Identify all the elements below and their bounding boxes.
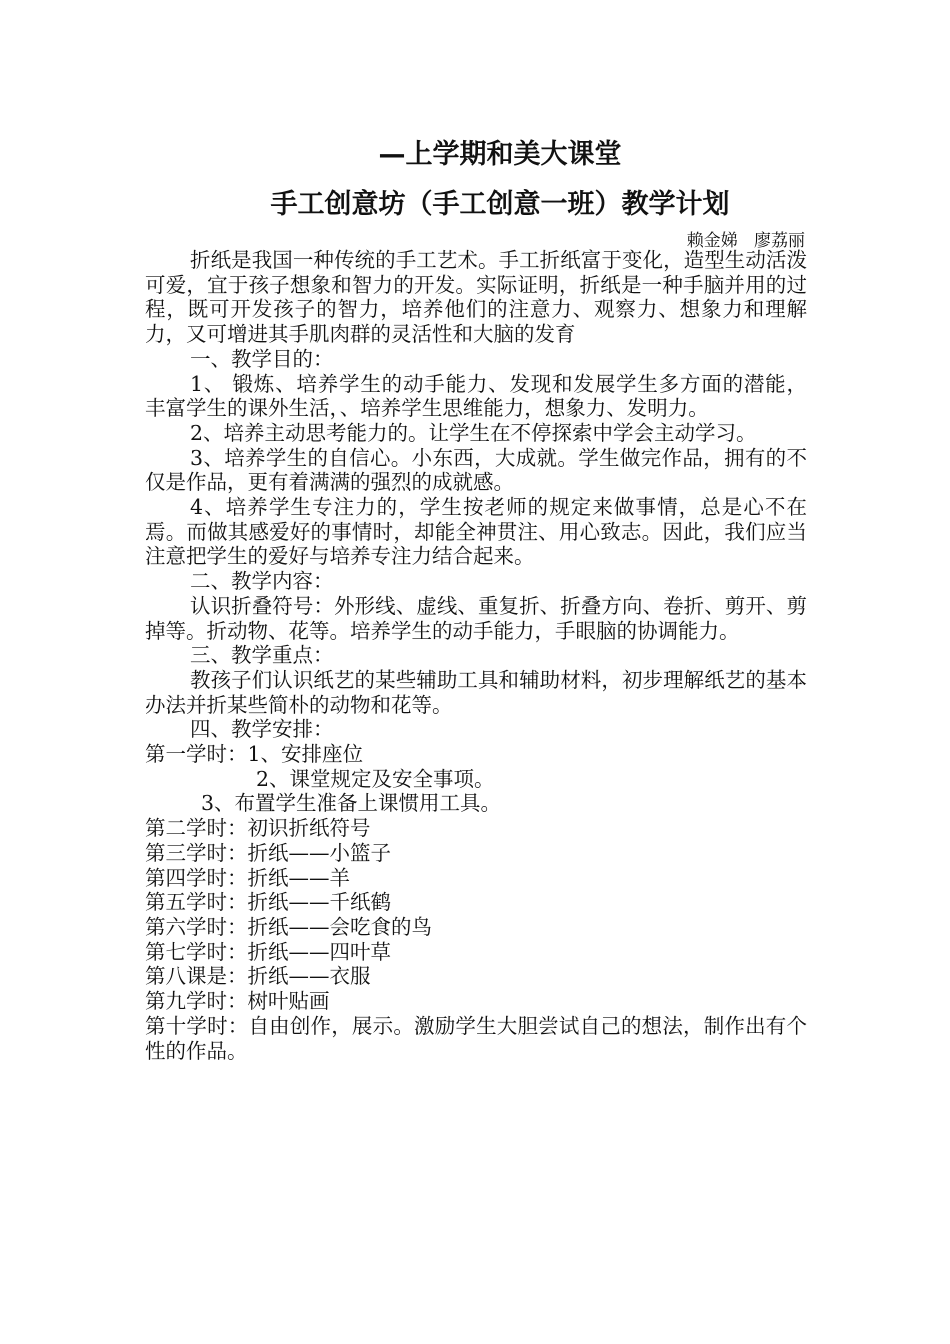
section-heading-goals: 一、教学目的： (190, 346, 334, 371)
intro-paragraph: 折纸是我国一种传统的手工艺术。手工折纸富于变化，造型生动活泼可爱，宜于孩子想象和智力的开发。实际证明，折纸是一种手脑并用的过程，既可开发孩子的智力，培养他们的注意力、观察力、想象力和理解力，又可增进其手肌肉群的灵活性和大脑的发育 (145, 248, 807, 347)
focus-paragraph: 教孩子们认识纸艺的某些辅助工具和辅助材料，初步理解纸艺的基本办法并折某些简朴的动物和花等。 (145, 667, 807, 717)
goal-4: 4、培养学生专注力的，学生按老师的规定来做事情，总是心不在焉。而做其感爱好的事情时，却能全神贯注、用心致志。因此，我们应当注意把学生的爱好与培养专注力结合起来。 (145, 495, 807, 569)
lesson-5: 第五学时：折纸——千纸鹤 (145, 890, 391, 915)
lesson-2: 第二学时：初识折纸符号 (145, 816, 371, 841)
lesson-1-a: 第一学时：1、安排座位 (145, 742, 364, 767)
goal-3: 3、培养学生的自信心。小东西，大成就。学生做完作品，拥有的不仅是作品，更有着满满的强烈的成就感。 (145, 445, 807, 495)
section-heading-content: 二、教学内容： (190, 569, 334, 594)
document-body (145, 248, 807, 1063)
section-heading-focus: 三、教学重点： (190, 643, 334, 668)
lesson-6: 第六学时：折纸——会吃食的鸟 (145, 914, 432, 939)
section-heading-schedule: 四、教学安排： (190, 717, 334, 742)
lesson-1-b: 2、课堂规定及安全事项。 (256, 766, 495, 791)
content-paragraph: 认识折叠符号：外形线、虚线、重复折、折叠方向、卷折、剪开、剪掉等。折动物、花等。培养学生的动手能力，手眼脑的协调能力。 (145, 593, 807, 643)
lesson-8: 第八课是：折纸——衣服 (145, 964, 371, 989)
lesson-1-c: 3、布置学生准备上课惯用工具。 (201, 791, 502, 816)
lesson-3: 第三学时：折纸——小篮子 (145, 840, 391, 865)
lesson-10: 第十学时：自由创作，展示。激励学生大胆尝试自己的想法，制作出有个性的作品。 (145, 1013, 807, 1063)
lesson-9: 第九学时：树叶贴画 (145, 989, 330, 1014)
lesson-4: 第四学时：折纸——羊 (145, 865, 350, 890)
title-line-2: 手工创意坊（手工创意一班）教学计划 (270, 189, 730, 220)
goal-1: 1、 锻炼、培养学生的动手能力、发现和发展学生多方面的潜能， 丰富学生的课外生活，、培养学生思维能力，想象力、发明力。 (145, 371, 807, 421)
lesson-7: 第七学时：折纸——四叶草 (145, 939, 391, 964)
goal-2: 2、培养主动思考能力的。让学生在不停探索中学会主动学习。 (190, 420, 757, 445)
title-line-1: —上学期和美大课堂 (378, 139, 622, 170)
authors: 赖金娣 廖荔丽 (686, 231, 805, 251)
